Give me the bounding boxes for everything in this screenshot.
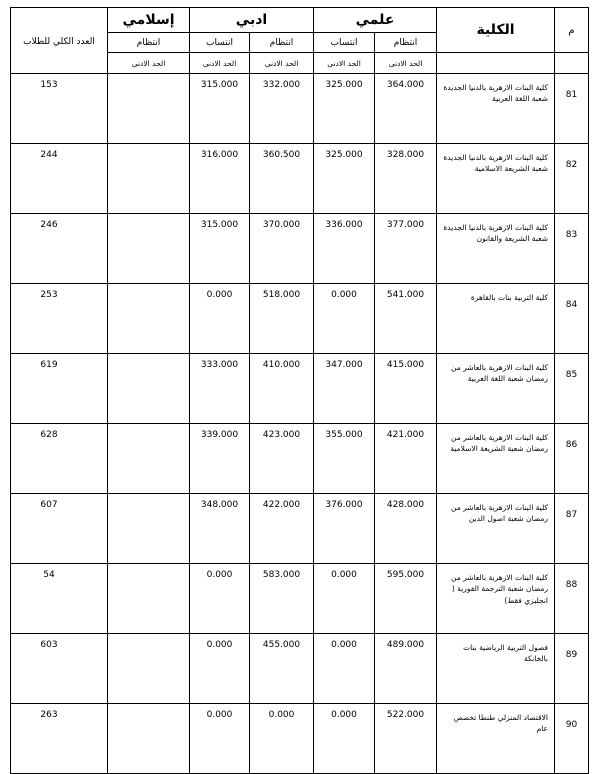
header-min-grade: الحد الادنى — [250, 53, 314, 74]
science-affiliation-cell: 355.000 — [314, 424, 375, 494]
total-students-cell: 607 — [11, 494, 108, 564]
row-index-cell: 89 — [555, 634, 589, 704]
science-regular-cell: 595.000 — [375, 564, 437, 634]
literary-regular-cell: 0.000 — [250, 704, 314, 774]
science-regular-cell: 415.000 — [375, 354, 437, 424]
science-affiliation-cell: 376.000 — [314, 494, 375, 564]
literary-regular-cell: 360.500 — [250, 144, 314, 214]
table-row — [11, 284, 589, 354]
total-students-cell: 628 — [11, 424, 108, 494]
literary-regular-cell: 518.000 — [250, 284, 314, 354]
literary-affiliation-cell: 316.000 — [190, 144, 250, 214]
header-min-grade: الحد الادنى — [190, 53, 250, 74]
table-row — [11, 494, 589, 564]
literary-regular-cell: 423.000 — [250, 424, 314, 494]
science-affiliation-cell: 336.000 — [314, 214, 375, 284]
science-affiliation-cell: 325.000 — [314, 74, 375, 144]
science-regular-cell: 428.000 — [375, 494, 437, 564]
admission-table — [10, 7, 589, 774]
total-students-cell: 244 — [11, 144, 108, 214]
total-students-cell: 619 — [11, 354, 108, 424]
literary-affiliation-cell: 333.000 — [190, 354, 250, 424]
literary-affiliation-cell: 0.000 — [190, 634, 250, 704]
science-regular-cell: 328.000 — [375, 144, 437, 214]
literary-affiliation-cell: 0.000 — [190, 564, 250, 634]
row-index-cell: 83 — [555, 214, 589, 284]
science-affiliation-cell: 325.000 — [314, 144, 375, 214]
literary-affiliation-cell: 315.000 — [190, 74, 250, 144]
header-min-grade: الحد الادنى — [108, 53, 190, 74]
science-affiliation-cell: 0.000 — [314, 704, 375, 774]
table-row — [11, 354, 589, 424]
header-min-grade: الحد الادنى — [375, 53, 437, 74]
total-students-cell: 246 — [11, 214, 108, 284]
college-name-cell: الاقتصاد المنزلي طنطا تخصص عام — [437, 704, 555, 774]
literary-regular-cell: 370.000 — [250, 214, 314, 284]
table-row — [11, 214, 589, 284]
header-science-regular: انتظام — [375, 33, 437, 53]
literary-regular-cell: 410.000 — [250, 354, 314, 424]
header-min-grade: الحد الادنى — [314, 53, 375, 74]
college-name-cell: كلية البنات الازهرية بالعاشر من رمضان شعبة اصول الدين — [437, 494, 555, 564]
table-row — [11, 74, 589, 144]
row-index-cell: 82 — [555, 144, 589, 214]
islamic-regular-cell — [108, 284, 190, 354]
science-regular-cell: 377.000 — [375, 214, 437, 284]
total-students-cell: 253 — [11, 284, 108, 354]
islamic-regular-cell — [108, 424, 190, 494]
literary-regular-cell: 332.000 — [250, 74, 314, 144]
science-affiliation-cell: 0.000 — [314, 564, 375, 634]
science-affiliation-cell: 347.000 — [314, 354, 375, 424]
literary-regular-cell: 455.000 — [250, 634, 314, 704]
science-regular-cell: 364.000 — [375, 74, 437, 144]
college-name-cell: كلية التربية بنات بالقاهرة — [437, 284, 555, 354]
islamic-regular-cell — [108, 564, 190, 634]
row-index-cell: 90 — [555, 704, 589, 774]
science-regular-cell: 541.000 — [375, 284, 437, 354]
islamic-regular-cell — [108, 704, 190, 774]
college-name-cell: فصول التربية الرياضية بنات بالخانكة — [437, 634, 555, 704]
science-affiliation-cell: 0.000 — [314, 284, 375, 354]
islamic-regular-cell — [108, 634, 190, 704]
header-college: الكلية — [437, 8, 555, 53]
college-name-cell: كلية البنات الازهرية بالدنيا الجديدة شعبة الشريعة الاسلامية — [437, 144, 555, 214]
header-islamic-regular: انتظام — [108, 33, 190, 53]
total-students-cell: 153 — [11, 74, 108, 144]
row-index-cell: 81 — [555, 74, 589, 144]
islamic-regular-cell — [108, 494, 190, 564]
header-islamic: إسلامي — [108, 8, 190, 33]
science-regular-cell: 421.000 — [375, 424, 437, 494]
college-name-cell: كلية البنات الازهرية بالدنيا الجديدة شعبة الشريعة والقانون — [437, 214, 555, 284]
literary-affiliation-cell: 0.000 — [190, 704, 250, 774]
literary-regular-cell: 422.000 — [250, 494, 314, 564]
science-affiliation-cell: 0.000 — [314, 634, 375, 704]
college-name-cell: كلية البنات الازهرية بالعاشر من رمضان شعبة الترجمة الفورية ( انجليزي فقط) — [437, 564, 555, 634]
literary-affiliation-cell: 339.000 — [190, 424, 250, 494]
islamic-regular-cell — [108, 354, 190, 424]
total-students-cell: 54 — [11, 564, 108, 634]
header-total: العدد الكلي للطلاب — [11, 8, 108, 74]
islamic-regular-cell — [108, 74, 190, 144]
header-literary: ادبي — [190, 8, 314, 33]
islamic-regular-cell — [108, 144, 190, 214]
literary-affiliation-cell: 348.000 — [190, 494, 250, 564]
total-students-cell: 263 — [11, 704, 108, 774]
college-name-cell: كلية البنات الازهرية بالدنيا الجديدة شعبة اللغة العربية — [437, 74, 555, 144]
header-literary-regular: انتظام — [250, 33, 314, 53]
row-index-cell: 84 — [555, 284, 589, 354]
header-literary-affiliation: انتساب — [190, 33, 250, 53]
header-science-affiliation: انتساب — [314, 33, 375, 53]
row-index-cell: 86 — [555, 424, 589, 494]
table-row — [11, 634, 589, 704]
header-index: م — [555, 8, 589, 53]
science-regular-cell: 489.000 — [375, 634, 437, 704]
total-students-cell: 603 — [11, 634, 108, 704]
literary-affiliation-cell: 315.000 — [190, 214, 250, 284]
row-index-cell: 87 — [555, 494, 589, 564]
header-index-blank — [555, 53, 589, 74]
literary-regular-cell: 583.000 — [250, 564, 314, 634]
science-regular-cell: 522.000 — [375, 704, 437, 774]
table-row — [11, 704, 589, 774]
table-row — [11, 564, 589, 634]
islamic-regular-cell — [108, 214, 190, 284]
table-row — [11, 424, 589, 494]
college-name-cell: كلية البنات الازهرية بالعاشر من رمضان شعبة اللغة العربية — [437, 354, 555, 424]
header-college-blank — [437, 53, 555, 74]
literary-affiliation-cell: 0.000 — [190, 284, 250, 354]
table-row — [11, 144, 589, 214]
row-index-cell: 88 — [555, 564, 589, 634]
college-name-cell: كلية البنات الازهرية بالعاشر من رمضان شعبة الشريعة الاسلامية — [437, 424, 555, 494]
row-index-cell: 85 — [555, 354, 589, 424]
header-science: علمي — [314, 8, 437, 33]
